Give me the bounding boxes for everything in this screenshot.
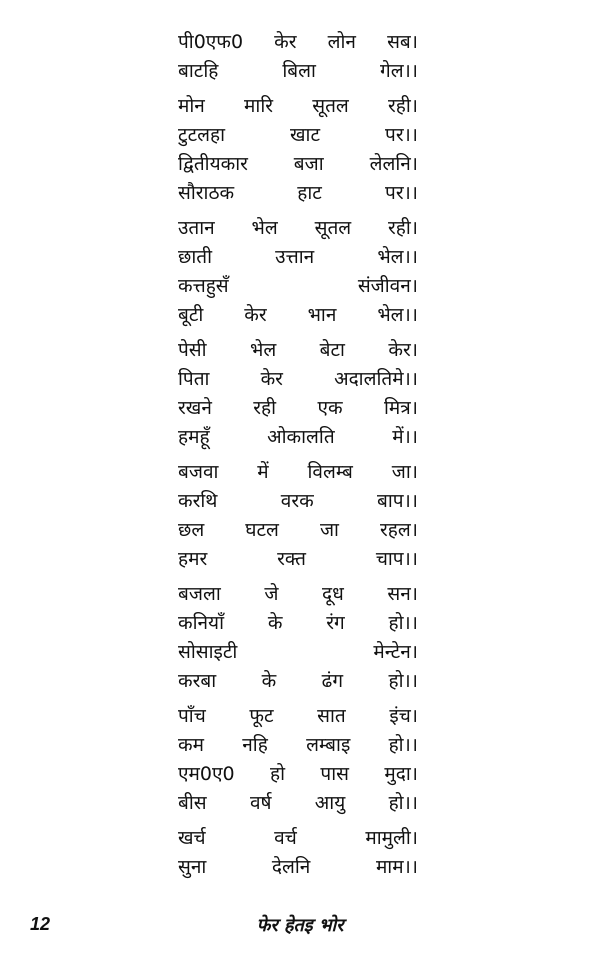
poem-word: सन।	[387, 583, 418, 605]
poem-word: भेल।।	[377, 304, 418, 326]
poem-line	[178, 638, 418, 667]
poem-word: पाँच	[178, 705, 206, 727]
poem-word: पास	[320, 763, 349, 785]
poem-line	[178, 423, 418, 452]
poem-line	[178, 516, 418, 545]
poem-word: एक	[317, 397, 343, 419]
poem-word: दूध	[322, 583, 344, 605]
poem-word: मित्र।	[384, 397, 418, 419]
poem-word: मोन	[178, 95, 205, 117]
poem-word: लम्बाइ	[306, 734, 351, 756]
poem-word: में	[257, 461, 269, 483]
poem-word: टुटलहा	[178, 124, 226, 146]
poem-word: सुना	[178, 856, 207, 878]
poem-word: खर्च	[178, 827, 206, 849]
poem-word: हो।।	[388, 612, 418, 634]
poem-line	[178, 853, 418, 882]
poem-word: हाट	[297, 182, 322, 204]
poem-line	[178, 824, 418, 853]
poem-word: भेल	[249, 339, 277, 361]
poem-word: बिला	[282, 60, 316, 82]
poem-line	[178, 609, 418, 638]
poem-word: रही।	[387, 95, 418, 117]
poem-word: बाप।।	[377, 490, 418, 512]
poem-word: बजला	[178, 583, 221, 605]
poem-word: करबा	[178, 670, 217, 692]
poem-line	[178, 179, 418, 208]
poem-line	[178, 28, 418, 57]
poem-line	[178, 667, 418, 696]
poem-word: उतान	[178, 217, 215, 239]
poem-word: विलम्ब	[307, 461, 353, 483]
poem-word: हमर	[178, 548, 208, 570]
poem-word: केर	[244, 304, 267, 326]
poem-word: वर्ष	[249, 792, 272, 814]
poem-word: हो	[269, 763, 285, 785]
poem-word: लोन	[327, 31, 356, 53]
poem-word: करथि	[178, 490, 218, 512]
poem-line	[178, 150, 418, 179]
poem-word: मारि	[244, 95, 274, 117]
poem-line	[178, 760, 418, 789]
poem-word: सूतल	[312, 95, 349, 117]
poem-word: सौराठक	[178, 182, 235, 204]
poem-word: बेटा	[319, 339, 345, 361]
poem-word: में।।	[392, 426, 418, 448]
poem-word: वरक	[280, 490, 314, 512]
poem-line	[178, 545, 418, 574]
poem-word: चाप।।	[375, 548, 418, 570]
poem-line	[178, 394, 418, 423]
poem-line	[178, 301, 418, 330]
poem-word: रही।	[388, 217, 418, 239]
poem-word: पर।।	[385, 182, 418, 204]
poem-word: केर।	[388, 339, 418, 361]
poem-word: जा	[319, 519, 339, 541]
poem-line	[178, 214, 418, 243]
poem-line	[178, 365, 418, 394]
poem-word: माम।।	[375, 856, 418, 878]
poem-word: द्वितीयकार	[178, 153, 248, 175]
poem-word: केर	[260, 368, 283, 390]
poem-word: जे	[264, 583, 279, 605]
poem-word: छाती	[178, 246, 212, 268]
poem-word: जा।	[391, 461, 418, 483]
poem-word: छल	[178, 519, 205, 541]
poem-line	[178, 702, 418, 731]
poem-word: हो।।	[388, 792, 418, 814]
poem-word: मुदा।	[384, 763, 418, 785]
poem-word: फूट	[249, 705, 274, 727]
poem-word: कत्तहुसँ	[178, 275, 229, 297]
stanza	[178, 92, 418, 208]
poem-word: के	[261, 670, 277, 692]
stanza	[178, 458, 418, 574]
poem-line	[178, 487, 418, 516]
poem-word: कम	[178, 734, 204, 756]
poem-word: वर्च	[274, 827, 297, 849]
poem-word: लेलनि।	[369, 153, 418, 175]
poem-body	[178, 28, 418, 888]
poem-word: एम0ए0	[178, 763, 235, 785]
poem-line	[178, 458, 418, 487]
poem-word: भान	[307, 304, 337, 326]
poem-word: सोसाइटी	[178, 641, 238, 663]
stanza	[178, 702, 418, 818]
poem-word: पर।।	[385, 124, 418, 146]
poem-word: मामुली।	[365, 827, 418, 849]
poem-word: बजा	[293, 153, 324, 175]
poem-word: बाटहि	[178, 60, 219, 82]
poem-word: गेल।।	[380, 60, 418, 82]
poem-word: ओकालति	[267, 426, 335, 448]
poem-word: बीस	[178, 792, 207, 814]
stanza	[178, 28, 418, 86]
poem-word: सूतल	[314, 217, 352, 239]
poem-line	[178, 57, 418, 86]
poem-word: रंग	[326, 612, 345, 634]
stanza	[178, 336, 418, 452]
stanza	[178, 824, 418, 882]
poem-word: केर	[274, 31, 297, 53]
poem-word: अदालतिमे।।	[334, 368, 418, 390]
poem-word: हो।।	[388, 670, 418, 692]
poem-word: हमहूँ	[178, 426, 210, 448]
poem-word: कनियाँ	[178, 612, 224, 634]
poem-word: मेन्टेन।	[373, 641, 418, 663]
poem-line	[178, 92, 418, 121]
poem-word: घटल	[245, 519, 279, 541]
poem-word: भेल।।	[377, 246, 418, 268]
poem-line	[178, 580, 418, 609]
poem-word: रखने	[178, 397, 212, 419]
poem-word: पी0एफ0	[178, 31, 244, 53]
poem-word: पेसी	[178, 339, 207, 361]
stanza	[178, 580, 418, 696]
poem-word: रक्त	[277, 548, 306, 570]
poem-word: देलनि	[271, 856, 311, 878]
poem-word: नहि	[242, 734, 268, 756]
poem-word: सात	[317, 705, 346, 727]
poem-word: बजवा	[178, 461, 219, 483]
poem-line	[178, 243, 418, 272]
poem-word: के	[267, 612, 283, 634]
poem-word: हो।।	[388, 734, 418, 756]
stanza	[178, 214, 418, 330]
poem-word: खाट	[290, 124, 321, 146]
poem-word: बूटी	[178, 304, 204, 326]
running-footer-title	[0, 913, 600, 937]
poem-word: आयु	[314, 792, 346, 814]
poem-line	[178, 272, 418, 301]
poem-word: सब।	[387, 31, 418, 53]
book-title: फेर हेतइ भोर	[256, 915, 344, 936]
poem-word: रही	[253, 397, 277, 419]
poem-line	[178, 789, 418, 818]
poem-word: रहल।	[380, 519, 418, 541]
poem-line	[178, 731, 418, 760]
poem-line	[178, 121, 418, 150]
poem-word: इंच।	[389, 705, 418, 727]
page-number: 12	[30, 914, 51, 934]
poem-word: उत्तान	[275, 246, 315, 268]
poem-line	[178, 336, 418, 365]
poem-word: संजीवन।	[357, 275, 418, 297]
poem-word: भेल	[251, 217, 278, 239]
poem-word: पिता	[178, 368, 210, 390]
poem-word: ढंग	[321, 670, 344, 692]
